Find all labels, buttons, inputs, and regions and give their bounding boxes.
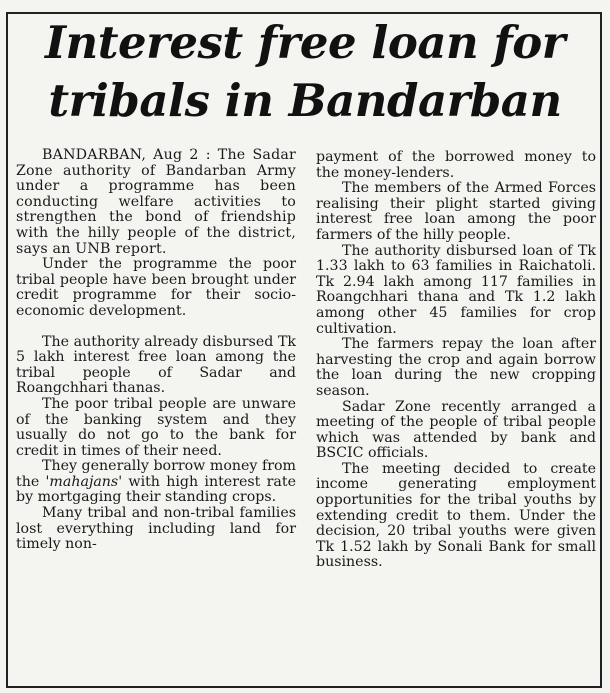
headline-line-1: Interest free loan for: [44, 16, 566, 69]
paragraph: Many tribal and non-tribal families lost everything including land for timely non-: [16, 505, 296, 553]
text-run: with high interest rate by mortgaging their standing crops.: [16, 473, 296, 506]
headline: [12, 14, 598, 130]
paragraph: [16, 459, 296, 506]
italic-term: 'mahajans': [45, 473, 123, 490]
left-column: [16, 148, 296, 553]
paragraph-dateline: BANDARBAN, Aug 2 : The Sadar Zone authority of Bandarban Army under a programme has been conducting welfare activities to strengthen the bond of friendship with the hilly people of the district, says an UNB report.: [16, 147, 296, 257]
paragraph: The meeting decided to create income generating employment opportunities for the tribal youths by extending credit to them. Under the decision, 20 tribal youths were given Tk 1.52 lakh by Sonali Bank for small business.: [316, 460, 596, 571]
text-run: They generally borrow money from the: [16, 458, 296, 490]
paragraph: The poor tribal people are unware of the banking system and they usually do not go to the bank for credit in times of their need.: [16, 395, 296, 459]
paragraph: Under the programme the poor tribal people have been brought under credit programme for their socio-economic development.: [16, 256, 296, 319]
paragraph: The members of the Armed Forces realising their plight started giving interest free loan among the poor farmers of the hilly people.: [316, 180, 596, 243]
headline-line-2: tribals in Bandarban: [48, 74, 562, 127]
paragraph: Sadar Zone recently arranged a meeting of the people of tribal people which was attended by bank and BSCIC officials.: [316, 398, 596, 462]
right-column: [316, 150, 596, 571]
paragraph-continued: payment of the borrowed money to the money-lenders.: [316, 149, 596, 181]
paragraph: The farmers repay the loan after harvesting the crop and again borrow the loan during the new cropping season.: [316, 336, 596, 399]
paragraph: The authority already disbursed Tk 5 lakh interest free loan among the tribal people of Sadar and Roangchhari thanas.: [16, 333, 296, 397]
paragraph: The authority disbursed loan of Tk 1.33 lakh to 63 families in Raichatoli. Tk 2.94 lakh among 117 families in Roangchhari thana and Tk 1.2 lakh among other 45 families for crop cultivation.: [316, 242, 596, 337]
